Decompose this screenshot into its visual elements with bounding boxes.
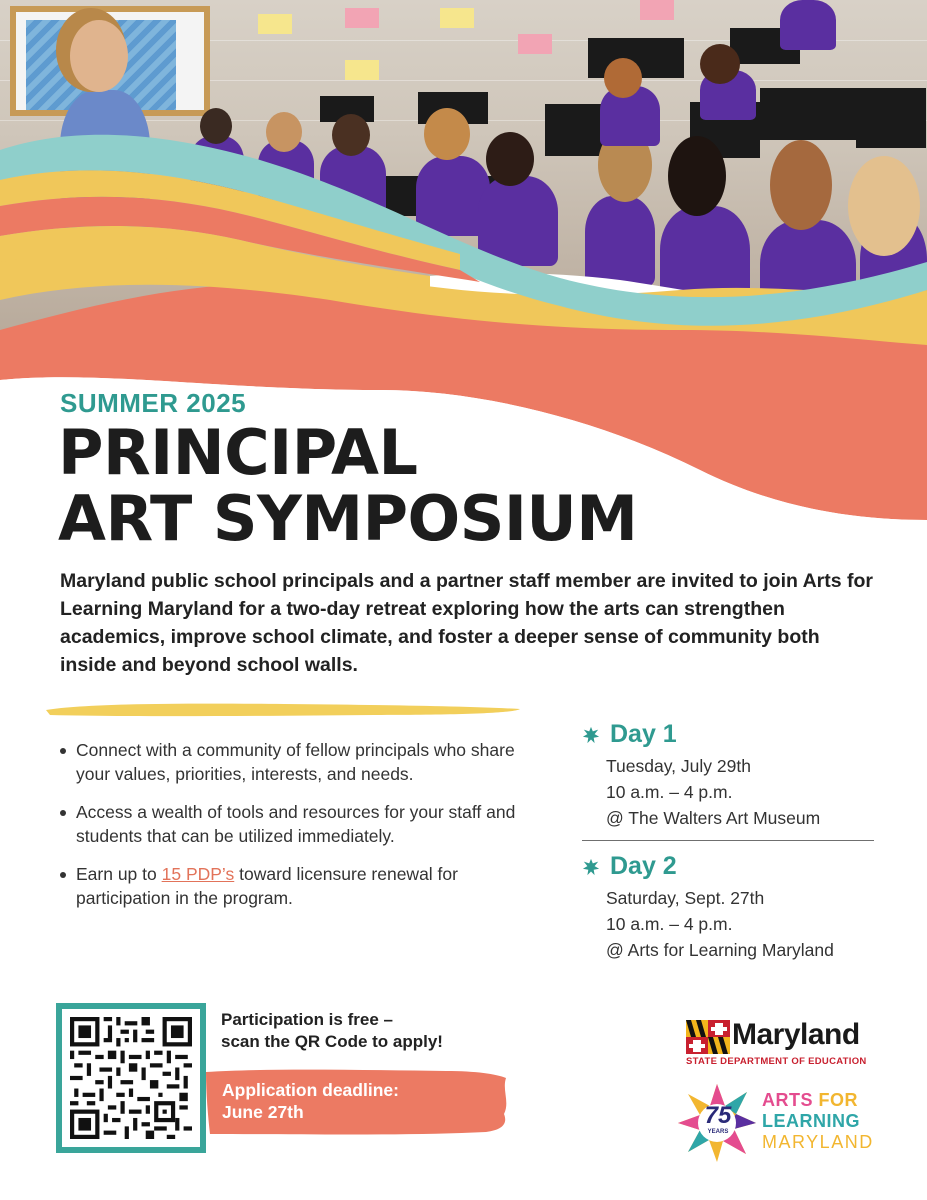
afl-wordmark: [762, 1090, 874, 1153]
arts-for-learning-logo: [676, 1082, 886, 1164]
splat-icon: [582, 726, 600, 744]
afl-learning: LEARNING: [762, 1111, 860, 1131]
title-line-2: ART SYMPOSIUM: [58, 482, 638, 555]
day-1-location: @ The Walters Art Museum: [606, 808, 821, 828]
benefit-item: Access a wealth of tools and resources for your staff and students that can be utilized immediately.: [58, 800, 528, 848]
day-2-block: [582, 852, 882, 963]
splat-icon: [582, 858, 600, 876]
afl-for: FOR: [818, 1090, 859, 1110]
day-2-time: 10 a.m. – 4 p.m.: [606, 914, 733, 934]
day-divider: [582, 840, 874, 841]
day-2-title: Day 2: [610, 852, 677, 880]
apply-call-to-action: [221, 1009, 511, 1053]
benefit-text: Earn up to: [76, 864, 162, 884]
qr-code-frame[interactable]: [56, 1003, 206, 1153]
afl-maryland: MARYLAND: [762, 1132, 874, 1152]
afl-years: YEARS: [707, 1129, 729, 1135]
event-season: SUMMER 2025: [60, 388, 247, 418]
yellow-brush-divider: [44, 700, 522, 720]
benefit-text: toward licensure renewal for participation in the program.: [76, 864, 458, 908]
afl-75: 75: [704, 1102, 732, 1129]
day-1-time: 10 a.m. – 4 p.m.: [606, 782, 733, 802]
day-1-date: Tuesday, July 29th: [606, 756, 751, 776]
benefits-list: [58, 738, 528, 924]
qr-code[interactable]: [70, 1017, 192, 1139]
deadline-banner: [206, 1068, 510, 1136]
event-description: Maryland public school principals and a partner staff member are invited to join Arts for Learning Maryland for a two-day retreat exploring how the arts can strengthen academics, improve school climate, and foster a deeper sense of community both inside and beyond school walls.: [60, 570, 874, 676]
msde-logo: [686, 1018, 886, 1070]
cta-line-2: scan the QR Code to apply!: [221, 1032, 443, 1051]
deadline-date: June 27th: [222, 1102, 304, 1122]
afl-arts: ARTS: [762, 1090, 813, 1110]
day-1-title: Day 1: [610, 720, 677, 748]
msde-subtitle: STATE DEPARTMENT OF EDUCATION: [686, 1056, 867, 1067]
title-line-1: PRINCIPAL: [58, 416, 418, 489]
day-2-location: @ Arts for Learning Maryland: [606, 940, 834, 960]
deadline-label: Application deadline:: [222, 1080, 399, 1100]
benefit-item: Connect with a community of fellow principals who share your values, priorities, interests, and needs.: [58, 738, 528, 786]
event-title: [58, 416, 638, 555]
day-2-date: Saturday, Sept. 27th: [606, 888, 765, 908]
cta-line-1: Participation is free –: [221, 1010, 393, 1029]
pdp-link[interactable]: 15 PDP’s: [161, 864, 235, 884]
day-1-block: [582, 720, 882, 831]
benefit-item: [58, 862, 528, 910]
maryland-flag-icon: [686, 1020, 730, 1054]
msde-name: Maryland: [732, 1018, 860, 1051]
application-deadline: [222, 1079, 399, 1123]
